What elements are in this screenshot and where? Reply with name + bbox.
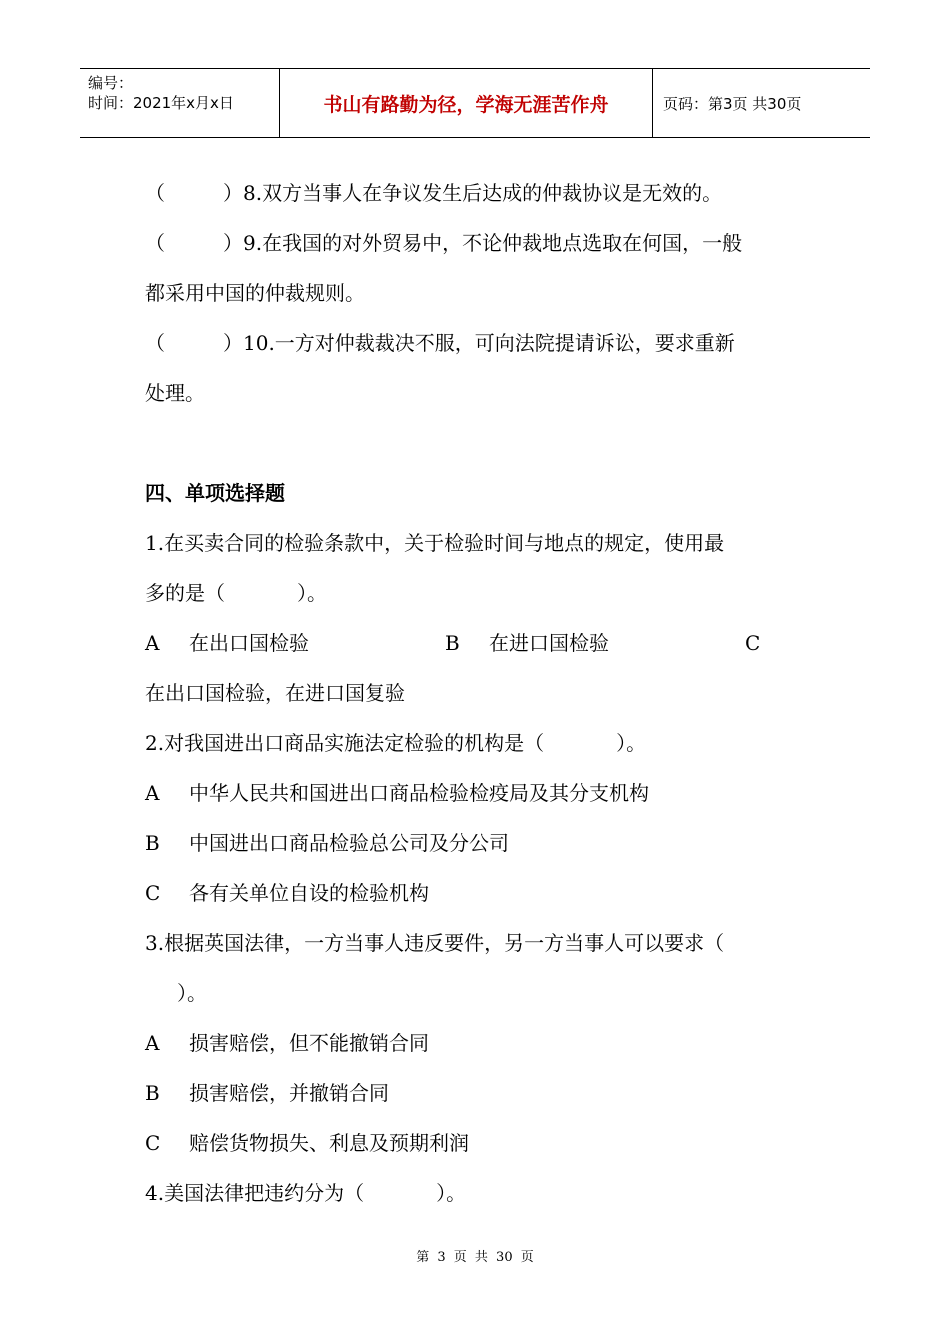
- header-page-info: 页码：第3页 共30页: [663, 94, 802, 113]
- question-10: （ ）10.一方对仲裁裁决不服，可向法院提请诉讼，要求重新: [145, 331, 735, 355]
- question-8: （ ）8.双方当事人在争议发生后达成的仲裁协议是无效的。: [145, 181, 723, 205]
- page-header: [80, 68, 870, 138]
- option-text: 在进口国检验: [489, 631, 609, 655]
- mc-4-stem: 4.美国法律把违约分为（ ）。: [145, 1181, 467, 1205]
- mc-3-stem: 3.根据英国法律，一方当事人违反要件，另一方当事人可以要求（: [145, 931, 725, 955]
- mc-1-option-c-text: 在出口国检验，在进口国复验: [145, 681, 405, 705]
- mc-2-option-a: A 中华人民共和国进出口商品检验检疫局及其分支机构: [145, 781, 649, 805]
- mc-3-option-a: A 损害赔偿，但不能撤销合同: [145, 1031, 429, 1055]
- page-footer: 第 3 页 共 30 页: [416, 1250, 534, 1265]
- mc-3-option-b: B 损害赔偿，并撤销合同: [145, 1081, 389, 1105]
- mc-1-options-ab: [145, 618, 815, 668]
- option-letter: B: [445, 631, 460, 655]
- section-title: 四、单项选择题: [145, 481, 285, 505]
- mc-2-stem: 2.对我国进出口商品实施法定检验的机构是（ ）。: [145, 731, 647, 755]
- time-label: 时间：2021年x月x日: [88, 94, 234, 112]
- option-letter: A: [145, 631, 160, 655]
- question-9: （ ）9.在我国的对外贸易中，不论仲裁地点选取在何国，一般: [145, 231, 743, 255]
- mc-3-option-c: C 赔偿货物损失、利息及预期利润: [145, 1131, 469, 1155]
- header-motto: 书山有路勤为径，学海无涯苦作舟: [280, 69, 653, 137]
- option-letter: C: [745, 631, 761, 655]
- header-meta: [80, 69, 280, 137]
- mc-2-option-b: B 中国进出口商品检验总公司及分公司: [145, 831, 509, 855]
- question-9-continued: 都采用中国的仲裁规则。: [145, 281, 365, 305]
- mc-2-option-c: C 各有关单位自设的检验机构: [145, 881, 429, 905]
- number-label: 编号：: [88, 74, 134, 92]
- question-10-continued: 处理。: [145, 381, 205, 405]
- mc-3-stem-continued: ）。: [177, 981, 207, 1005]
- option-text: 在出口国检验: [189, 631, 309, 655]
- mc-1-stem-continued: 多的是（ ）。: [145, 581, 327, 605]
- mc-1-stem: 1.在买卖合同的检验条款中，关于检验时间与地点的规定，使用最: [145, 531, 725, 555]
- document-body: [145, 168, 815, 1218]
